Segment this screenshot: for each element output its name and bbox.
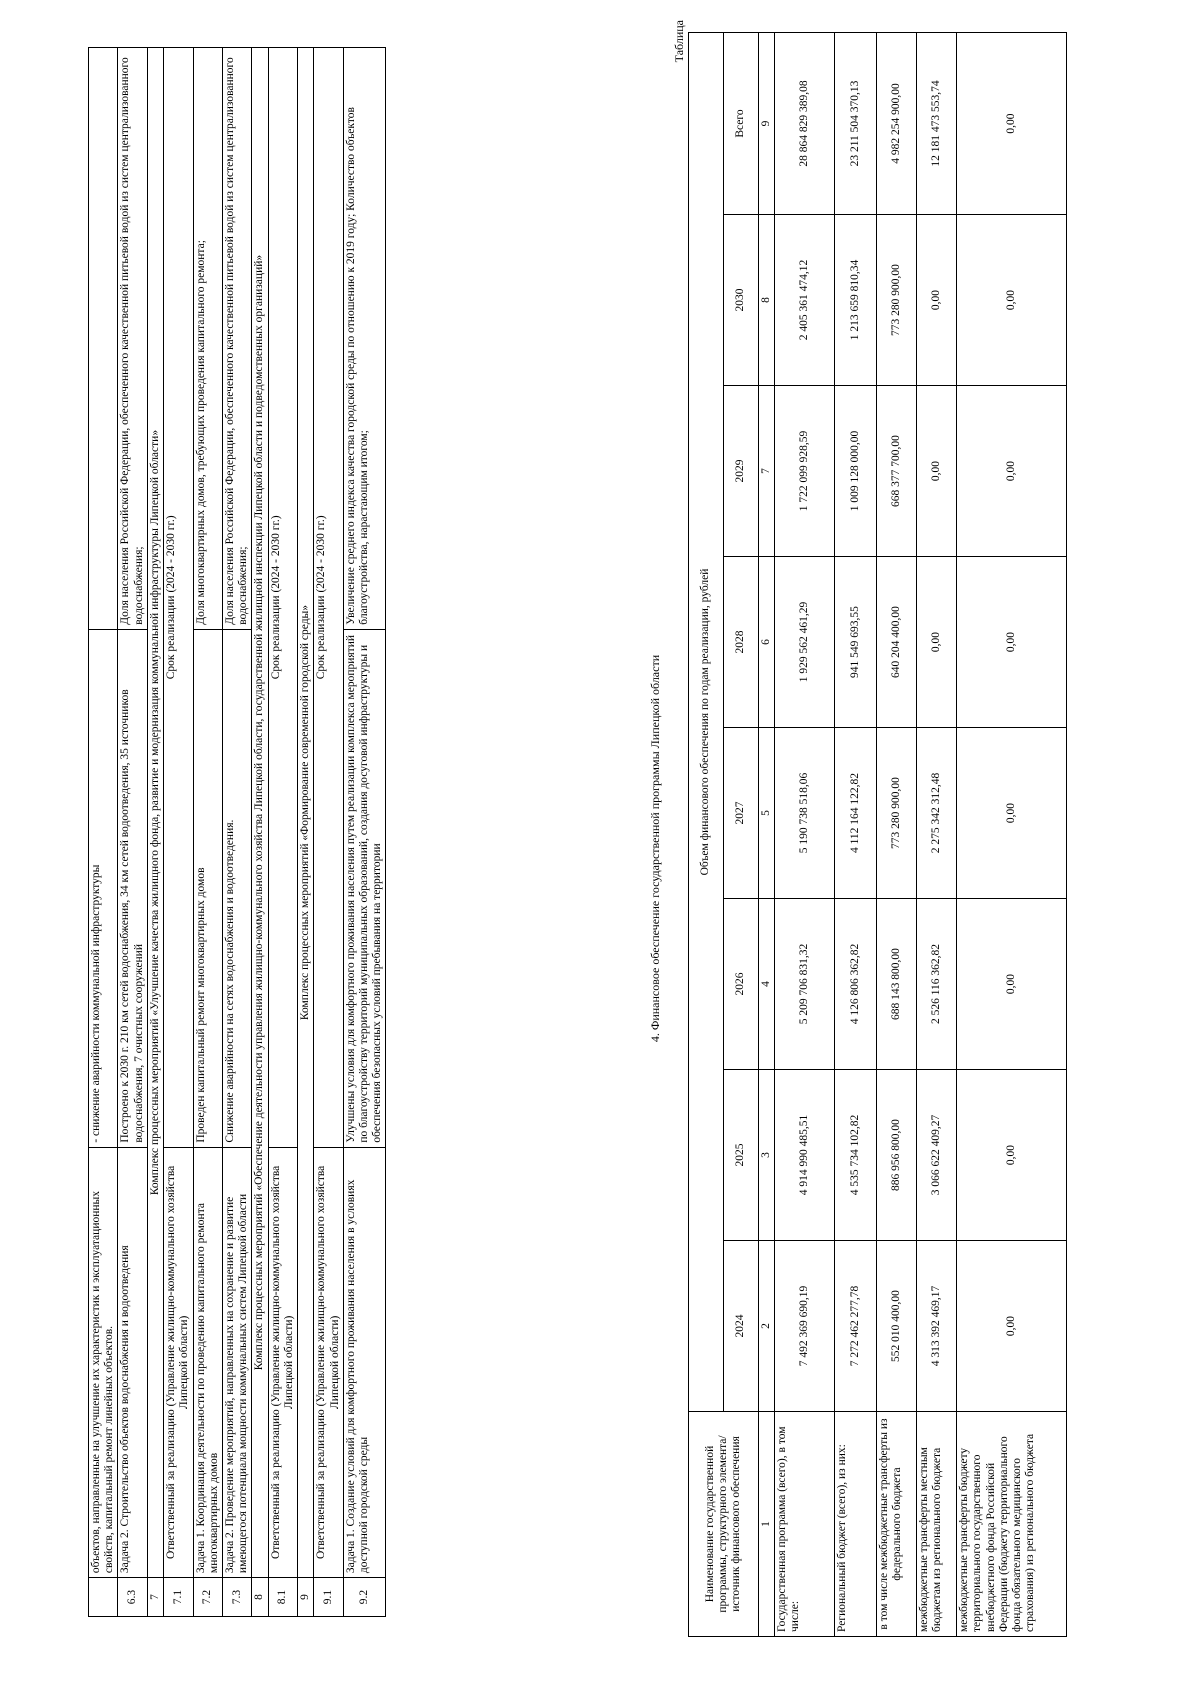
value-cell: 23 211 504 370,13	[835, 33, 877, 215]
table-row	[118, 48, 147, 1617]
cell-task: Задача 2. Проведение мероприятий, направленных на сохранение и развитие имеющегося потенциала мощности коммунальных систем Липецкой области	[222, 1147, 251, 1577]
financing-table	[688, 32, 1067, 1637]
column-index: 3	[759, 1070, 775, 1241]
table-row	[147, 48, 163, 1617]
value-cell: 28 864 829 389,08	[775, 33, 835, 215]
cell-term: Срок реализации (2024 - 2030 гг.)	[268, 48, 297, 1148]
table-row	[222, 48, 251, 1617]
cell-result: Проведен капитальный ремонт многоквартирных домов	[193, 629, 222, 1147]
value-cell: 2 275 342 312,48	[917, 728, 957, 899]
cell-indicator: Увеличение среднего индекса качества городской среды по отношению к 2019 году; Количество объектов благоустройства, нарастающим итогом;	[343, 48, 386, 630]
table-row	[252, 48, 268, 1617]
header-name: Наименование государственной программы, структурного элемента/источник финансового обеспечения	[689, 1412, 759, 1637]
year-header: 2027	[724, 728, 759, 899]
source-name: межбюджетные трансферты бюджету территориального государственного внебюджетного фонда Российской Федерации (бюджету территориального фонда обязательного медицинского страхования) из регионального бюджета	[957, 1412, 1067, 1637]
year-header: 2026	[724, 899, 759, 1070]
column-index-row	[759, 33, 775, 1637]
value-cell: 2 526 116 362,82	[917, 899, 957, 1070]
value-cell: 640 204 400,00	[877, 557, 917, 728]
row-number: 9.1	[314, 1578, 343, 1617]
column-index: 7	[759, 386, 775, 557]
row-number: 9.2	[343, 1578, 386, 1617]
column-index: 1	[759, 1412, 775, 1637]
value-cell: 1 009 128 000,00	[835, 386, 877, 557]
cell-term: Срок реализации (2024 - 2030 гг.)	[314, 48, 343, 1148]
value-cell: 4 313 392 469,17	[917, 1241, 957, 1412]
row-number: 6.3	[118, 1578, 147, 1617]
value-cell: 941 549 693,55	[835, 557, 877, 728]
cell-responsible: Ответственный за реализацию (Управление жилищно-коммунального хозяйства Липецкой области)	[314, 1147, 343, 1577]
value-cell: 4 914 990 485,51	[775, 1070, 835, 1241]
row-number: 7.2	[193, 1578, 222, 1617]
cell-indicator: Доля населения Российской Федерации, обеспеченного качественной питьевой водой из систем централизованного водоснабжения;	[222, 48, 251, 630]
cell-task: Задача 1. Координация деятельности по проведению капитального ремонта многоквартирных домов	[193, 1147, 222, 1577]
value-cell: 7 272 462 277,78	[835, 1241, 877, 1412]
cell-task: Задача 1. Создание условий для комфортного проживания населения в условиях доступной городской среды	[343, 1147, 386, 1577]
value-cell: 0,00	[917, 557, 957, 728]
column-index: 4	[759, 899, 775, 1070]
value-cell: 1 213 659 810,34	[835, 215, 877, 386]
cell-responsible: Ответственный за реализацию (Управление жилищно-коммунального хозяйства Липецкой области)	[268, 1147, 297, 1577]
cell-indicator: Доля населения Российской Федерации, обеспеченного качественной питьевой водой из систем централизованного водоснабжения;	[118, 48, 147, 630]
value-cell: 0,00	[957, 215, 1067, 386]
table-row	[89, 48, 118, 1617]
value-cell: 0,00	[917, 386, 957, 557]
value-cell: 668 377 700,00	[877, 386, 917, 557]
value-cell: 0,00	[957, 1070, 1067, 1241]
value-cell: 2 405 361 474,12	[775, 215, 835, 386]
cell-responsible: Ответственный за реализацию (Управление жилищно-коммунального хозяйства Липецкой области)	[164, 1147, 193, 1577]
value-cell: 0,00	[957, 728, 1067, 899]
table-row	[957, 33, 1067, 1637]
value-cell: 4 112 164 122,82	[835, 728, 877, 899]
cell-result: Снижение аварийности на сетях водоснабжения и водоотведения.	[222, 629, 251, 1147]
column-index: 9	[759, 33, 775, 215]
row-number: 7.1	[164, 1578, 193, 1617]
value-cell: 4 982 254 900,00	[877, 33, 917, 215]
cell-task: Задача 2. Строительство объектов водоснабжения и водоотведения	[118, 1147, 147, 1577]
table-row	[298, 48, 314, 1617]
value-cell: 1 929 562 461,29	[775, 557, 835, 728]
value-cell: 0,00	[957, 1241, 1067, 1412]
row-number: 8.1	[268, 1578, 297, 1617]
value-cell: 12 181 473 553,74	[917, 33, 957, 215]
year-header: 2030	[724, 215, 759, 386]
value-cell: 773 280 900,00	[877, 728, 917, 899]
value-cell: 0,00	[917, 215, 957, 386]
value-cell: 7 492 369 690,19	[775, 1241, 835, 1412]
header-volume: Объем финансового обеспечения по годам реализации, рублей	[689, 33, 724, 1412]
complex-heading: Комплекс процессных мероприятий «Обеспечение деятельности управления жилищно-коммунального хозяйства Липецкой области, государственной жилищной инспекции Липецкой области и подведомственных организаций»	[252, 48, 268, 1578]
value-cell: 0,00	[957, 557, 1067, 728]
source-name: межбюджетные трансферты местным бюджетам из регионального бюджета	[917, 1412, 957, 1637]
year-header: 2029	[724, 386, 759, 557]
table-row	[835, 33, 877, 1637]
source-name: Государственная программа (всего), в том числе:	[775, 1412, 835, 1637]
cell-result: Улучшены условия для комфортного проживания населения путем реализации комплекса мероприятий по благоустройству территорий муниципальных образований, создания досуговой инфраструктуры и обеспечения безопасных условий пребывания на территории	[343, 629, 386, 1147]
value-cell: 0,00	[957, 899, 1067, 1070]
source-name: Региональный бюджет (всего), из них:	[835, 1412, 877, 1637]
row-number: 9	[298, 1578, 314, 1617]
cell-result: - снижение аварийности коммунальной инфраструктуры	[89, 629, 118, 1147]
cell-term: Срок реализации (2024 - 2030 гг.)	[164, 48, 193, 1148]
value-cell: 4 126 806 362,82	[835, 899, 877, 1070]
source-name: в том числе межбюджетные трансферты из федерального бюджета	[877, 1412, 917, 1637]
complex-heading: Комплекс процессных мероприятий «Формирование современной городской среды»	[298, 48, 314, 1578]
table-header-row	[724, 33, 759, 1637]
table-row	[268, 48, 297, 1617]
table-row	[877, 33, 917, 1637]
value-cell: 552 010 400,00	[877, 1241, 917, 1412]
table-row	[343, 48, 386, 1617]
cell-result: Построено к 2030 г. 210 км сетей водоснабжения, 34 км сетей водоотведения, 35 источников водоснабжения, 7 очистных сооружений	[118, 629, 147, 1147]
value-cell: 5 190 738 518,06	[775, 728, 835, 899]
cell-indicator	[89, 48, 118, 630]
table-row	[164, 48, 193, 1617]
section-title: 4. Финансовое обеспечение государственной программы Липецкой области	[648, 654, 662, 1043]
table-row	[775, 33, 835, 1637]
column-index: 5	[759, 728, 775, 899]
cell-indicator: Доля многоквартирных домов, требующих проведения капитального ремонта;	[193, 48, 222, 630]
column-index: 8	[759, 215, 775, 386]
row-number: 7	[147, 1578, 163, 1617]
complex-heading: Комплекс процессных мероприятий «Улучшение качества жилищного фонда, развитие и модернизация коммунальной инфраструктуры Липецкой области»	[147, 48, 163, 1578]
table-row	[193, 48, 222, 1617]
value-cell: 3 066 622 409,27	[917, 1070, 957, 1241]
year-header: 2025	[724, 1070, 759, 1241]
cell-task: объектов, направленные на улучшение их характеристик и эксплуатационных свойств, капитальный ремонт линейных объектов.	[89, 1147, 118, 1577]
year-header: 2028	[724, 557, 759, 728]
row-number: 8	[252, 1578, 268, 1617]
table-row	[917, 33, 957, 1637]
year-header: 2024	[724, 1241, 759, 1412]
value-cell: 1 722 099 928,59	[775, 386, 835, 557]
value-cell: 773 280 900,00	[877, 215, 917, 386]
value-cell: 5 209 706 831,32	[775, 899, 835, 1070]
value-cell: 886 956 800,00	[877, 1070, 917, 1241]
measures-table	[88, 47, 386, 1617]
table-row	[314, 48, 343, 1617]
table-header-row	[689, 33, 724, 1637]
column-index: 6	[759, 557, 775, 728]
value-cell: 688 143 800,00	[877, 899, 917, 1070]
value-cell: 0,00	[957, 386, 1067, 557]
total-header: Всего	[724, 33, 759, 215]
table-label: Таблица	[672, 20, 686, 63]
column-index: 2	[759, 1241, 775, 1412]
value-cell: 4 535 734 102,82	[835, 1070, 877, 1241]
row-number: 7.3	[222, 1578, 251, 1617]
value-cell: 0,00	[957, 33, 1067, 215]
